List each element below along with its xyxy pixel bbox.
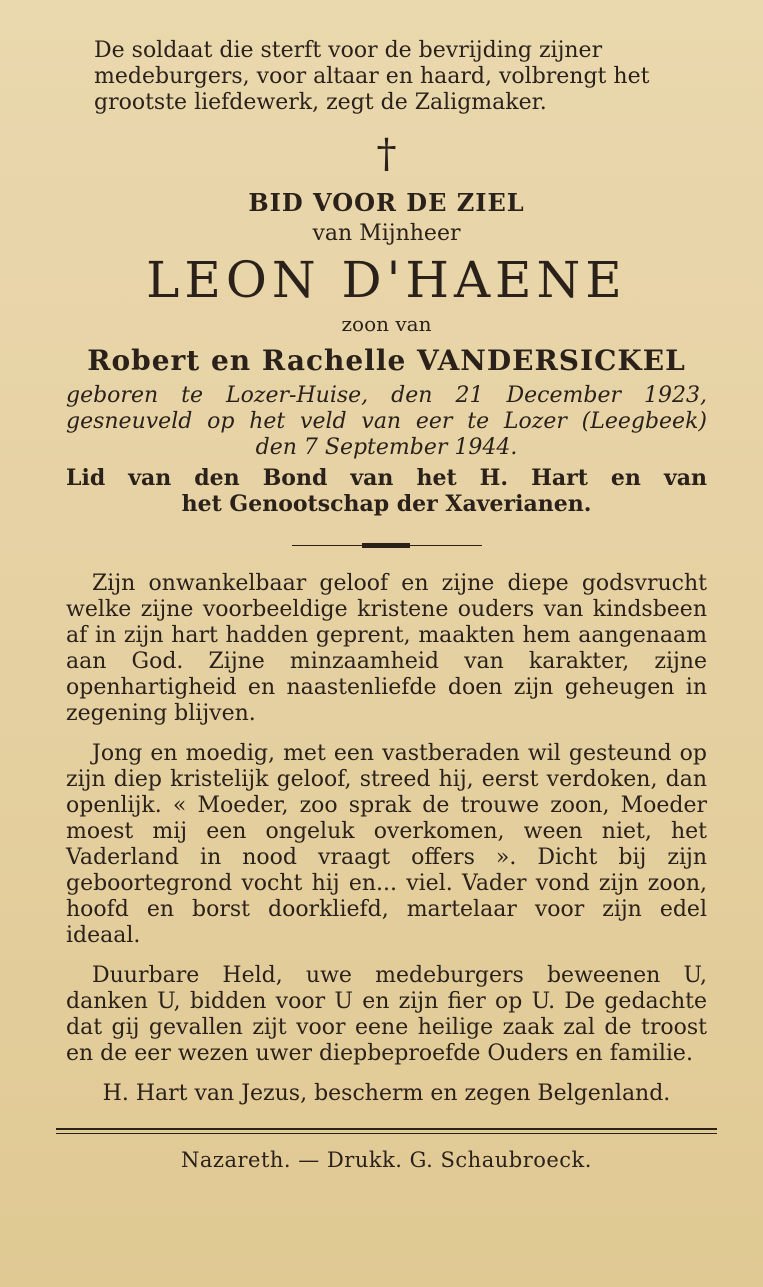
footer-rule-thin (56, 1133, 717, 1134)
son-of-label: zoon van (341, 312, 432, 336)
honorific: van Mijnheer (312, 221, 461, 246)
death-date-line: den 7 September 1944. (255, 435, 518, 460)
intro-line: medeburgers, voor altaar en haard, volbrengt het (94, 64, 650, 89)
ornament-thick-bar (362, 543, 410, 548)
paragraph-hero: Duurbare Held, uwe medeburgers beweenen U, danken U, bidden voor U en zijn fier op U. De gedachte dat gij gevallen zijt voor eene heilige zaak zal de troost en de eer wezen uwer diepbeproefde Ouders en familie. (66, 963, 707, 1066)
biography (66, 383, 707, 461)
paragraph-faith: Zijn onwankelbaar geloof en zijne diepe godsvrucht welke zijne voorbeeldige kristene ouders van kindsbeen af in zijn hart hadden geprent, maakten hem aangenaam aan God. Zijne minzaamheid van karakter, zijne openhartigheid en naastenliefde doen zijn geheugen in zegening blijven. (66, 571, 707, 726)
death-line: gesneuveld op het veld van eer te Lozer (Leegbeek) (66, 409, 707, 434)
membership (66, 465, 707, 517)
birth-line: geboren te Lozer-Huise, den 21 December 1923, (66, 383, 707, 408)
prayer-header: BID VOOR DE ZIEL (248, 188, 525, 217)
intro-line: grootste liefdewerk, zegt de Zaligmaker. (94, 90, 547, 115)
ornament-divider (292, 541, 482, 551)
intro-quote (66, 38, 707, 116)
intro-line: De soldaat die sterft voor de bevrijding zijner (94, 38, 603, 63)
printer-credit: Nazareth. — Drukk. G. Schaubroeck. (181, 1148, 592, 1172)
cross-icon: † (376, 131, 397, 177)
membership-line: het Genootschap der Xaverianen. (181, 491, 592, 517)
membership-line: Lid van den Bond van het H. Hart en van (66, 465, 707, 491)
footer-rule-thick (56, 1128, 717, 1130)
closing-invocation: H. Hart van Jezus, bescherm en zegen Belgenland. (102, 1081, 671, 1106)
parents-names: Robert en Rachelle VANDERSICKEL (87, 344, 686, 377)
paragraph-courage: Jong en moedig, met een vastberaden wil gesteund op zijn diep kristelijk geloof, streed hij, eerst verdoken, dan openlijk. « Moeder, zoo sprak de trouwe zoon, Moeder moest mij een ongeluk overkomen, ween niet, het Vaderland in nood vraagt offers ». Dicht bij zijn geboortegrond vocht hij en... viel. Vader vond zijn zoon, hoofd en borst doorkliefd, martelaar voor zijn edel ideaal. (66, 741, 707, 948)
deceased-name: LEON D'HAENE (146, 251, 627, 309)
footer-rule (66, 1128, 707, 1134)
